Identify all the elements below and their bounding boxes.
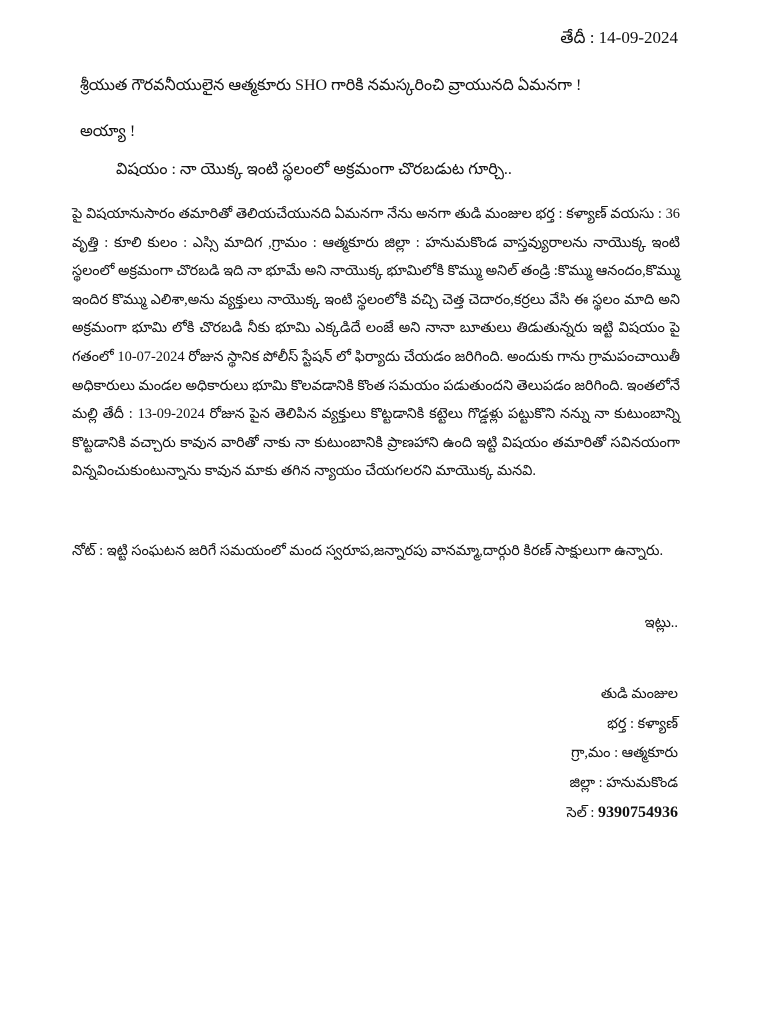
- signatory-village: గ్రా,మం : ఆత్మకూరు: [571, 745, 678, 761]
- complaint-body-paragraph: పై విషయానుసారం తమారితో తెలియచేయునది ఏమనగా నేను అనగా తుడి మంజుల భర్త : కళ్యాణ్ వయసు : 36 వృత్తి : కూలి కులం : ఎస్సి మాదిగ ,గ్రామం : ఆత్మకూరు జిల్లా : హనుమకొండ వాస్తవ్యురాలను నాయొక్క ఇంటి స్థలంలో అక్రమంగా చొరబడి ఇది నా భూమే అని నాయొక్క భూమిలోకి కొమ్ము అనిల్ తండ్రి :కొమ్ము ఆనందం,కొమ్ము ఇందిర కొమ్ము ఎలిశా,అను వ్యక్తులు నాయొక్క ఇంటి స్థలంలోకి వచ్చి చెత్త చెదారం,కర్రలు వేసి ఈ స్థలం మాది అని అక్రమంగా భూమి లోకి చొరబడి నీకు భూమి ఎక్కడిదే లంజే అని నానా బూతులు తిడుతున్నరు ఇట్టి విషయం పై గతంలో 10-07-2024 రోజున స్థానిక పోలీస్ స్టేషన్ లో ఫిర్యాదు చేయడం జరిగింది. అందుకు గాను గ్రామపంచాయితీ అధికారులు మండల అధికారులు భూమి కొలవడానికి కొంత సమయం పడుతుందని తెలుపడం జరిగింది. ఇంతలోనే మల్లి తేదీ : 13-09-2024 రోజున పైన తెలిపిన వ్యక్తులు కొట్టడానికి కట్టెలు గొడ్డళ్లు పట్టుకొని నన్ను నా కుటుంబాన్ని కొట్టడానికి వచ్చారు కావున వారితో నాకు నా కుటుంబానికి ప్రాణహాని ఉంది ఇట్టి విషయం తమారితో సవినయంగా విన్నవించుకుంటున్నాను కావున మాకు తగిన న్యాయం చేయగలరని మాయొక్క మనవి.: [72, 206, 681, 480]
- signatory-husband: భర్త : కళ్యాణ్: [607, 715, 678, 732]
- signatory-district: జిల్లా : హనుమకొండ: [569, 774, 678, 791]
- letter-date: తేదీ : 14-09-2024: [560, 28, 678, 47]
- cell-number: 9390754936: [598, 804, 678, 821]
- signatory-name: తుడి మంజుల: [600, 686, 678, 702]
- signatory-cell: [566, 798, 678, 829]
- closing-line: ఇట్లు..: [644, 615, 678, 631]
- subject-line: విషయం : నా యొక్క ఇంటి స్థలంలో అక్రమంగా చొరబడుట గూర్చి..: [116, 161, 512, 178]
- salutation-line: శ్రీయుత గౌరవనీయులైన ఆత్మకూరు SHO గారికి నమస్కరించి వ్రాయునది ఏమనగా !: [80, 77, 582, 94]
- witness-note: నోట్ : ఇట్టి సంఘటన జరిగే సమయంలో మంద స్వరూప,జన్నారపు వానమ్మా,దార్గురి కిరణ్ సాక్షులుగా ఉన్నారు.: [72, 543, 664, 559]
- signature-block: [566, 680, 678, 829]
- cell-label: సెల్ :: [566, 805, 595, 821]
- greeting: అయ్యా !: [80, 123, 136, 140]
